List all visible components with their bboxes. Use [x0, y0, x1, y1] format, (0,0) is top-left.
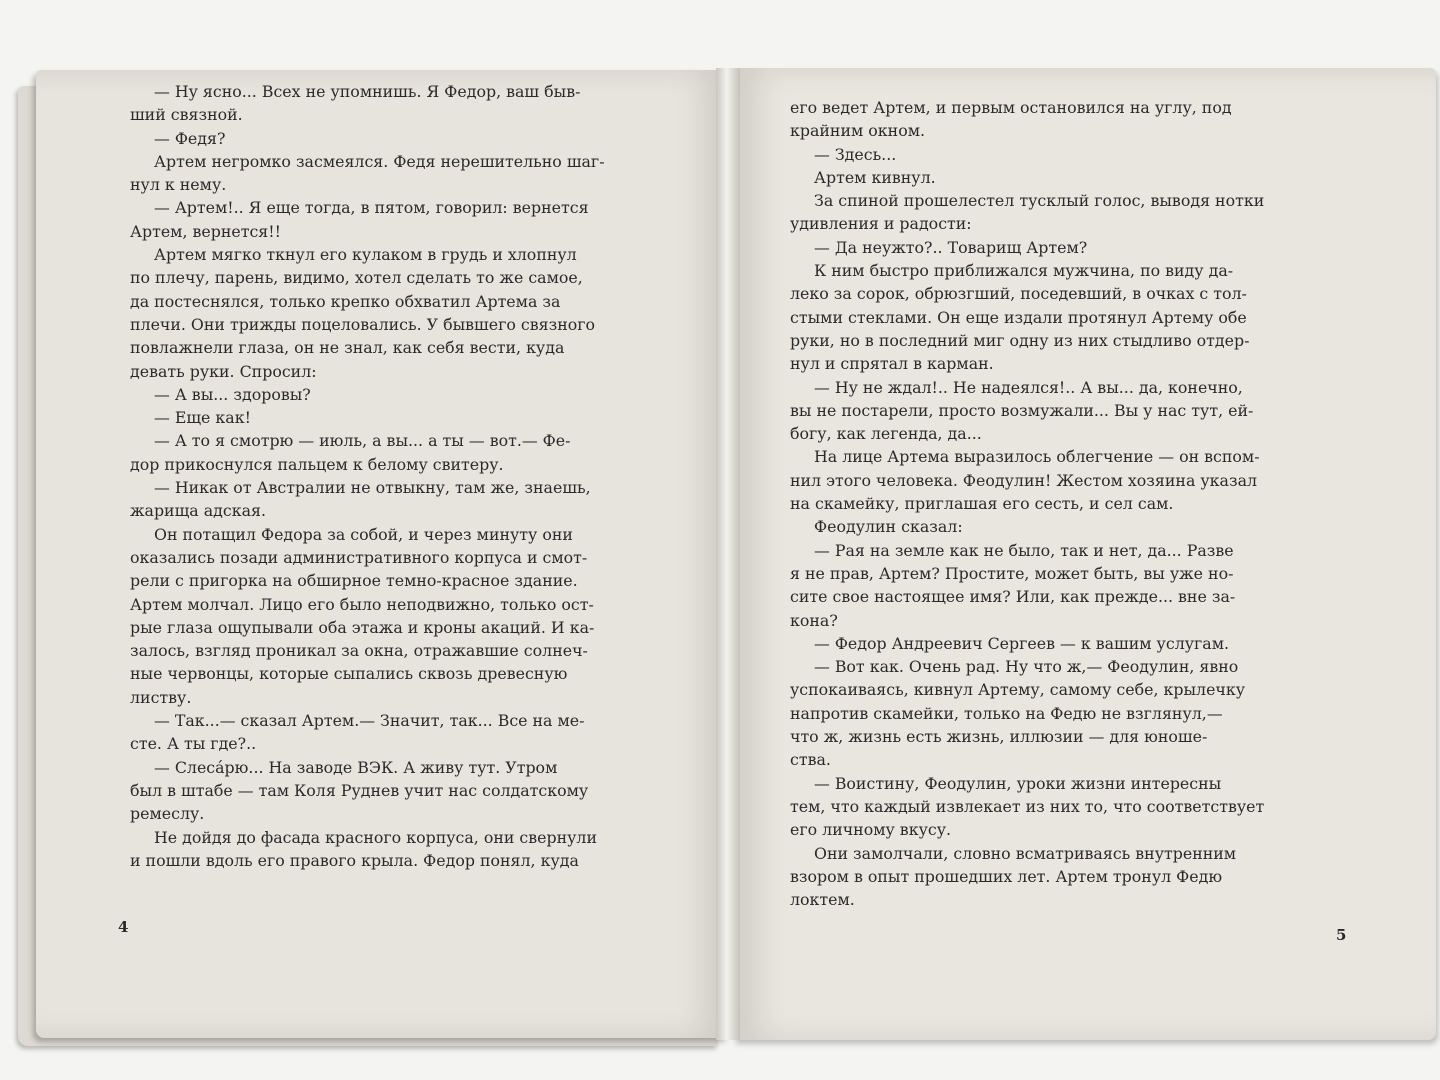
text-line: тем, что каждый извлекает из них то, что соответствует: [790, 796, 1265, 816]
text-line: да постеснялся, только крепко обхватил Артема за: [130, 291, 561, 311]
text-line: — Ну не ждал!.. Не надеялся!.. А вы... да, конечно,: [814, 377, 1243, 397]
text-line: Артем, вернется!!: [130, 221, 281, 241]
text-line: повлажнели глаза, он не знал, как себя вести, куда: [130, 338, 565, 358]
text-line: кона?: [790, 610, 838, 630]
text-line: взором в опыт прошедших лет. Артем тронул Федю: [790, 866, 1223, 886]
text-line: жарища адская.: [130, 501, 266, 521]
text-line: Не дойдя до фасада красного корпуса, они свернули: [154, 827, 597, 847]
text-line: — Слесáрю... На заводе ВЭК. А живу тут. Утром: [154, 757, 558, 777]
text-line: стыми стеклами. Он еще издали протянул Артему обе: [790, 307, 1247, 327]
text-line: — Никак от Австралии не отвыкну, там же, знаешь,: [154, 478, 591, 498]
text-line: ные червонцы, которые сыпались сквозь древесную: [130, 664, 568, 684]
right-page-number: 5: [1336, 926, 1347, 944]
text-line: ства.: [790, 750, 831, 770]
text-line: сите свое настоящее имя? Или, как прежде... вне за-: [790, 587, 1236, 607]
text-line: напротив скамейки, только на Федю не взглянул,—: [790, 703, 1223, 723]
text-line: руки, но в последний миг одну из них стыдливо отдер-: [790, 330, 1250, 350]
text-line: — Так...— сказал Артем.— Значит, так... Все на ме-: [154, 711, 585, 731]
text-line: плечи. Они трижды поцеловались. У бывшего связного: [130, 314, 596, 334]
text-line: — Здесь...: [814, 144, 897, 164]
text-line: Артем кивнул.: [814, 167, 936, 187]
text-line: я не прав, Артем? Простите, может быть, вы уже но-: [790, 563, 1234, 583]
text-line: — Артем!.. Я еще тогда, в пятом, говорил: вернется: [154, 198, 589, 218]
text-line: Артем мягко ткнул его кулаком в грудь и хлопнул: [154, 245, 577, 265]
text-line: Феодулин сказал:: [814, 517, 963, 537]
text-line: богу, как легенда, да...: [790, 424, 982, 444]
text-line: За спиной прошелестел тусклый голос, выводя нотки: [814, 191, 1265, 211]
text-line: — Еще как!: [154, 408, 251, 428]
text-line: локтем.: [790, 890, 855, 910]
right-page-text: [790, 96, 1344, 911]
text-line: На лице Артема выразилось облегчение — он вспом-: [814, 447, 1260, 467]
text-line: рели с пригорка на обширное темно-красное здание.: [130, 571, 578, 591]
text-line: залось, взгляд проникал за окна, отражавшие солнеч-: [130, 641, 588, 661]
text-line: Они замолчали, словно всматриваясь внутренним: [814, 843, 1237, 863]
text-line: по плечу, парень, видимо, хотел сделать то же самое,: [130, 268, 583, 288]
text-line: К ним быстро приближался мужчина, по виду да-: [814, 261, 1234, 281]
text-line: листву.: [130, 687, 192, 707]
book-gutter: [716, 68, 740, 1040]
text-line: оказались позади административного корпуса и смот-: [130, 547, 588, 567]
text-line: рые глаза ощупывали оба этажа и кроны акаций. И ка-: [130, 617, 595, 637]
text-line: был в штабе — там Коля Руднев учит нас солдатскому: [130, 780, 589, 800]
text-line: нул к нему.: [130, 175, 227, 195]
text-line: что ж, жизнь есть жизнь, иллюзии — для юноше-: [790, 727, 1208, 747]
text-line: успокаиваясь, кивнул Артему, самому себе, крылечку: [790, 680, 1246, 700]
text-line: леко за сорок, обрюзгший, поседевший, в очках с тол-: [790, 284, 1247, 304]
text-line: нил этого человека. Феодулин! Жестом хозяина указал: [790, 470, 1258, 490]
text-line: — Федя?: [154, 128, 226, 148]
text-line: сте. А ты где?..: [130, 734, 257, 754]
text-line: его личному вкусу.: [790, 820, 952, 840]
text-line: — Вот как. Очень рад. Ну что ж,— Феодулин, явно: [814, 657, 1239, 677]
text-line: удивления и радости:: [790, 214, 972, 234]
left-page-text: [130, 80, 670, 872]
text-line: — А то я смотрю — июль, а вы... а ты — вот.— Фе-: [154, 431, 571, 451]
text-line: крайним окном.: [790, 121, 926, 141]
text-line: вы не постарели, просто возмужали... Вы у нас тут, ей-: [790, 400, 1254, 420]
text-line: Артем молчал. Лицо его было неподвижно, только ост-: [130, 594, 594, 614]
text-line: — Ну ясно... Всех не упомнишь. Я Федор, ваш быв-: [154, 82, 581, 101]
text-line: — Федор Андреевич Сергеев — к вашим услугам.: [814, 633, 1230, 653]
text-line: Артем негромко засмеялся. Федя нерешительно шаг-: [154, 151, 605, 171]
text-line: его ведет Артем, и первым остановился на углу, под: [790, 98, 1232, 117]
text-line: нул и спрятал в карман.: [790, 354, 994, 374]
text-line: — Рая на земле как не было, так и нет, да... Разве: [814, 540, 1234, 560]
text-line: ший связной.: [130, 105, 243, 125]
text-line: дор прикоснулся пальцем к белому свитеру.: [130, 454, 504, 474]
text-line: — А вы... здоровы?: [154, 384, 311, 404]
text-line: ремеслу.: [130, 804, 205, 824]
text-line: — Да неужто?.. Товарищ Артем?: [814, 237, 1088, 257]
left-page-number: 4: [118, 918, 129, 936]
text-line: Он потащил Федора за собой, и через минуту они: [154, 524, 573, 544]
text-line: и пошли вдоль его правого крыла. Федор понял, куда: [130, 850, 579, 870]
text-line: на скамейку, приглашая его сесть, и сел сам.: [790, 494, 1174, 514]
text-line: — Воистину, Феодулин, уроки жизни интересны: [814, 773, 1222, 793]
text-line: девать руки. Спросил:: [130, 361, 317, 381]
